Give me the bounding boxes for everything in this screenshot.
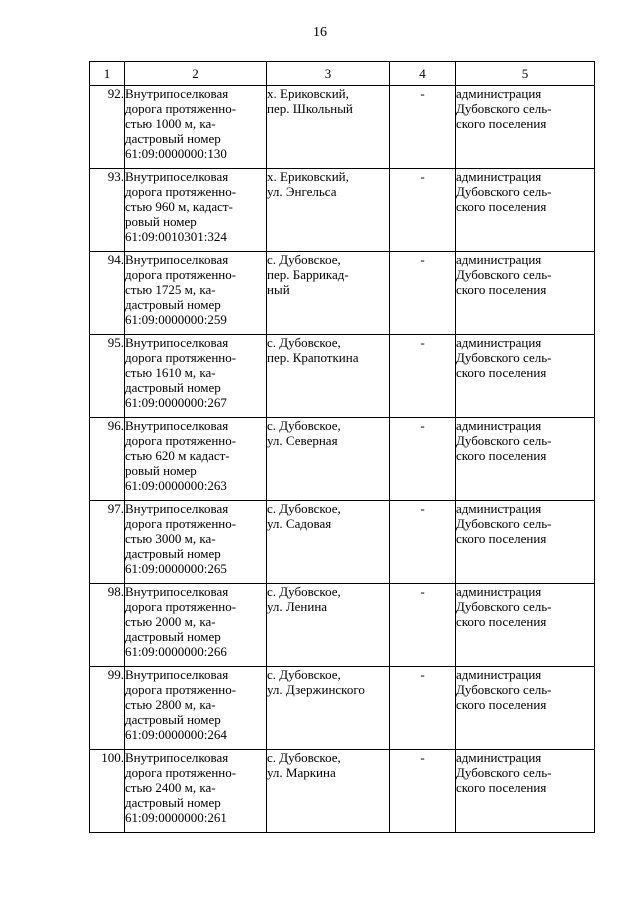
object-name-line: дорога протяженно- xyxy=(125,184,237,199)
object-name-line: дастровый номер xyxy=(125,297,221,312)
object-name-line: 61:09:0000000:265 xyxy=(125,561,227,576)
object-name-line: стью 960 м, кадаст- xyxy=(125,199,233,214)
address-line: ул. Энгельса xyxy=(267,184,337,199)
object-name-line: дастровый номер xyxy=(125,131,221,146)
owner-line: администрация xyxy=(456,252,542,267)
object-name-cell xyxy=(125,418,267,501)
object-name-cell xyxy=(125,169,267,252)
owner-line: Дубовского сель- xyxy=(456,350,552,365)
address-cell xyxy=(267,750,390,833)
owner-cell xyxy=(456,584,595,667)
owner-line: Дубовского сель- xyxy=(456,184,552,199)
object-name-line: дастровый номер xyxy=(125,380,221,395)
address-cell xyxy=(267,335,390,418)
column-4-cell: - xyxy=(390,335,456,418)
column-4-cell: - xyxy=(390,501,456,584)
owner-cell xyxy=(456,418,595,501)
object-name-line: дорога протяженно- xyxy=(125,267,237,282)
owner-line: администрация xyxy=(456,86,542,101)
object-name-line: 61:09:0000000:267 xyxy=(125,395,227,410)
address-cell xyxy=(267,418,390,501)
object-name-line: дастровый номер xyxy=(125,712,221,727)
object-name-line: Внутрипоселковая xyxy=(125,169,229,184)
owner-cell xyxy=(456,86,595,169)
column-header: 2 xyxy=(125,62,267,86)
owner-line: администрация xyxy=(456,584,542,599)
object-name-line: 61:09:0000000:264 xyxy=(125,727,227,742)
address-line: пер. Баррикад- xyxy=(267,267,349,282)
object-name-cell xyxy=(125,750,267,833)
row-number-cell: 97. xyxy=(90,501,125,584)
object-name-cell xyxy=(125,335,267,418)
column-4-cell: - xyxy=(390,750,456,833)
owner-line: ского поселения xyxy=(456,697,547,712)
address-cell xyxy=(267,86,390,169)
object-name-line: дорога протяженно- xyxy=(125,350,237,365)
table-row xyxy=(90,169,595,252)
owner-line: ского поселения xyxy=(456,780,547,795)
address-cell xyxy=(267,501,390,584)
row-number-cell: 99. xyxy=(90,667,125,750)
column-4-cell: - xyxy=(390,169,456,252)
object-name-cell xyxy=(125,501,267,584)
column-header: 5 xyxy=(456,62,595,86)
column-4-cell: - xyxy=(390,418,456,501)
page-number: 16 xyxy=(313,25,327,40)
owner-line: администрация xyxy=(456,501,542,516)
row-number-cell: 96. xyxy=(90,418,125,501)
object-name-line: дорога протяженно- xyxy=(125,516,237,531)
table-row xyxy=(90,418,595,501)
row-number-cell: 93. xyxy=(90,169,125,252)
address-line: пер. Крапоткина xyxy=(267,350,359,365)
table-row xyxy=(90,667,595,750)
object-name-line: 61:09:0000000:263 xyxy=(125,478,227,493)
address-line: с. Дубовское, xyxy=(267,750,341,765)
owner-line: администрация xyxy=(456,418,542,433)
address-cell xyxy=(267,584,390,667)
row-number-cell: 94. xyxy=(90,252,125,335)
object-name-line: 61:09:0000000:259 xyxy=(125,312,227,327)
object-name-line: 61:09:0000000:261 xyxy=(125,810,227,825)
address-line: с. Дубовское, xyxy=(267,667,341,682)
owner-line: ского поселения xyxy=(456,116,547,131)
object-name-line: стью 2000 м, ка- xyxy=(125,614,216,629)
object-name-cell xyxy=(125,584,267,667)
column-header: 1 xyxy=(90,62,125,86)
owner-line: ского поселения xyxy=(456,282,547,297)
object-name-line: стью 1610 м, ка- xyxy=(125,365,216,380)
object-name-line: дастровый номер xyxy=(125,546,221,561)
owner-line: ского поселения xyxy=(456,448,547,463)
object-name-line: Внутрипоселковая xyxy=(125,584,229,599)
object-name-line: Внутрипоселковая xyxy=(125,335,229,350)
address-line: с. Дубовское, xyxy=(267,501,341,516)
address-line: х. Ериковский, xyxy=(267,169,349,184)
address-line: с. Дубовское, xyxy=(267,584,341,599)
address-line: ул. Дзержинского xyxy=(267,682,365,697)
object-name-line: дорога протяженно- xyxy=(125,765,237,780)
address-line: с. Дубовское, xyxy=(267,418,341,433)
table-row xyxy=(90,501,595,584)
address-cell xyxy=(267,252,390,335)
row-number-cell: 95. xyxy=(90,335,125,418)
table-row xyxy=(90,584,595,667)
object-name-line: дорога протяженно- xyxy=(125,682,237,697)
owner-line: Дубовского сель- xyxy=(456,267,552,282)
object-name-line: Внутрипоселковая xyxy=(125,86,229,101)
address-line: пер. Школьный xyxy=(267,101,353,116)
address-line: ный xyxy=(267,282,290,297)
column-4-cell: - xyxy=(390,667,456,750)
owner-line: Дубовского сель- xyxy=(456,599,552,614)
table-header-row xyxy=(90,62,595,86)
row-number-cell: 92. xyxy=(90,86,125,169)
object-name-line: стью 2800 м, ка- xyxy=(125,697,216,712)
road-registry-table xyxy=(89,61,595,833)
object-name-line: дорога протяженно- xyxy=(125,599,237,614)
owner-cell xyxy=(456,667,595,750)
address-line: с. Дубовское, xyxy=(267,335,341,350)
object-name-line: Внутрипоселковая xyxy=(125,667,229,682)
object-name-line: 61:09:0000000:130 xyxy=(125,146,227,161)
owner-cell xyxy=(456,750,595,833)
table-row xyxy=(90,86,595,169)
address-cell xyxy=(267,169,390,252)
owner-line: администрация xyxy=(456,667,542,682)
owner-line: ского поселения xyxy=(456,199,547,214)
table-row xyxy=(90,750,595,833)
object-name-cell xyxy=(125,667,267,750)
owner-cell xyxy=(456,169,595,252)
address-line: ул. Ленина xyxy=(267,599,328,614)
owner-line: Дубовского сель- xyxy=(456,682,552,697)
row-number-cell: 98. xyxy=(90,584,125,667)
object-name-line: Внутрипоселковая xyxy=(125,418,229,433)
object-name-line: ровый номер xyxy=(125,463,197,478)
owner-cell xyxy=(456,335,595,418)
column-header: 4 xyxy=(390,62,456,86)
object-name-line: стью 2400 м, ка- xyxy=(125,780,216,795)
table-row xyxy=(90,335,595,418)
address-line: ул. Маркина xyxy=(267,765,336,780)
address-line: х. Ериковский, xyxy=(267,86,349,101)
owner-line: ского поселения xyxy=(456,614,547,629)
row-number-cell: 100. xyxy=(90,750,125,833)
owner-line: ского поселения xyxy=(456,531,547,546)
column-4-cell: - xyxy=(390,584,456,667)
owner-line: Дубовского сель- xyxy=(456,516,552,531)
object-name-line: дастровый номер xyxy=(125,629,221,644)
owner-line: Дубовского сель- xyxy=(456,101,552,116)
object-name-line: Внутрипоселковая xyxy=(125,750,229,765)
object-name-line: ровый номер xyxy=(125,214,197,229)
object-name-line: дорога протяженно- xyxy=(125,433,237,448)
address-line: с. Дубовское, xyxy=(267,252,341,267)
column-4-cell: - xyxy=(390,86,456,169)
object-name-line: Внутрипоселковая xyxy=(125,501,229,516)
owner-line: ского поселения xyxy=(456,365,547,380)
object-name-line: стью 620 м кадаст- xyxy=(125,448,230,463)
object-name-line: 61:09:0000000:266 xyxy=(125,644,227,659)
object-name-line: 61:09:0010301:324 xyxy=(125,229,227,244)
column-4-cell: - xyxy=(390,252,456,335)
owner-line: Дубовского сель- xyxy=(456,433,552,448)
owner-line: администрация xyxy=(456,169,542,184)
table-row xyxy=(90,252,595,335)
owner-line: администрация xyxy=(456,335,542,350)
owner-cell xyxy=(456,252,595,335)
owner-line: администрация xyxy=(456,750,542,765)
address-line: ул. Садовая xyxy=(267,516,332,531)
object-name-cell xyxy=(125,252,267,335)
table-body xyxy=(90,86,595,833)
object-name-line: дастровый номер xyxy=(125,795,221,810)
object-name-line: стью 1725 м, ка- xyxy=(125,282,216,297)
object-name-line: Внутрипоселковая xyxy=(125,252,229,267)
object-name-line: стью 1000 м, ка- xyxy=(125,116,216,131)
object-name-line: стью 3000 м, ка- xyxy=(125,531,216,546)
address-cell xyxy=(267,667,390,750)
object-name-line: дорога протяженно- xyxy=(125,101,237,116)
column-header: 3 xyxy=(267,62,390,86)
object-name-cell xyxy=(125,86,267,169)
owner-cell xyxy=(456,501,595,584)
address-line: ул. Северная xyxy=(267,433,338,448)
owner-line: Дубовского сель- xyxy=(456,765,552,780)
